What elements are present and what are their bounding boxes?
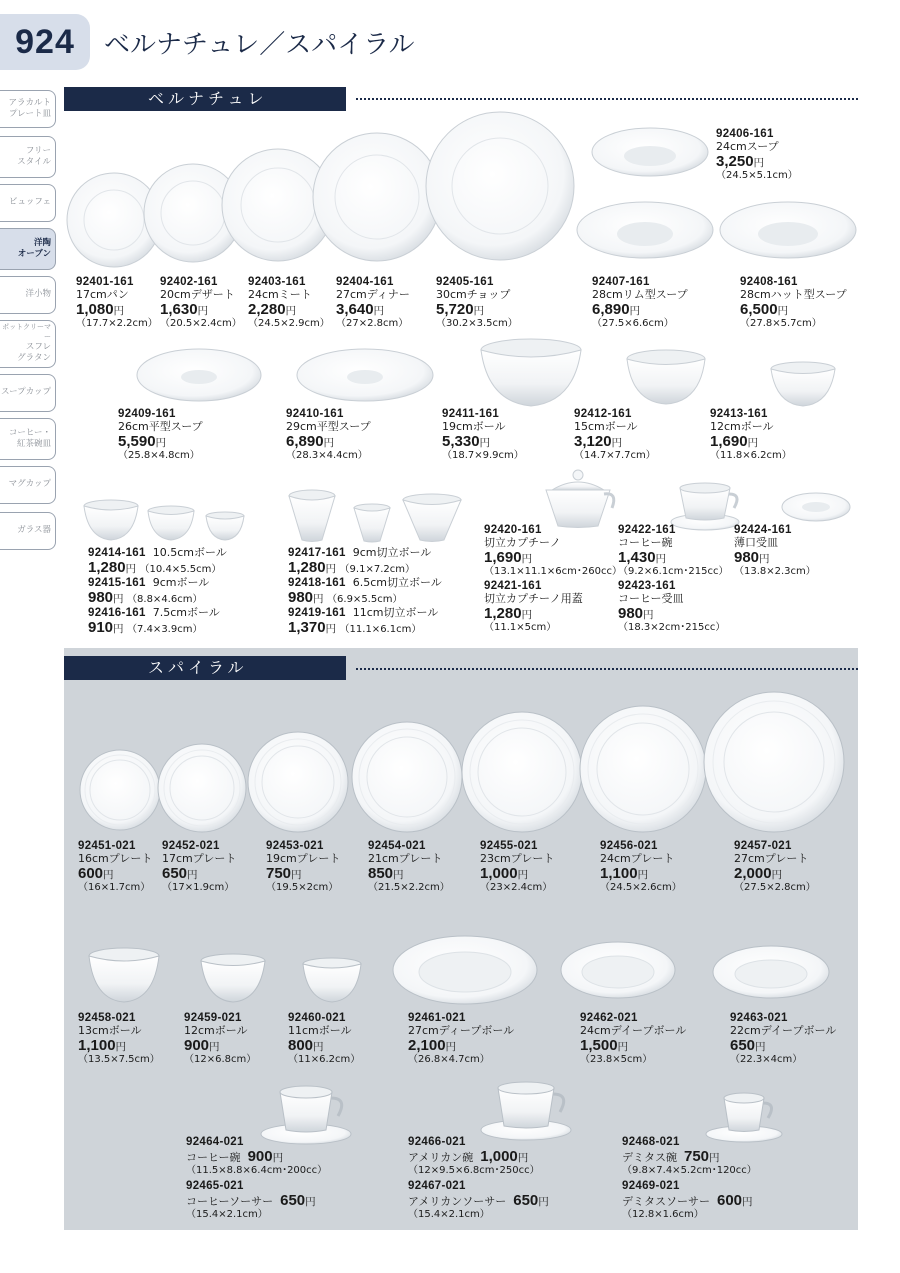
spiral-bowl-image xyxy=(198,952,268,1004)
product-92412: 92412-161 15cmボール 3,120円 （14.7×7.7cm） xyxy=(574,408,656,462)
deep-bowl-image xyxy=(558,938,678,1004)
product-92457: 92457-021 27cmプレート 2,000円 （27.5×2.8cm） xyxy=(734,840,816,894)
product-92407: 92407-161 28cmリム型スープ 6,890円 （27.5×6.6cm） xyxy=(592,276,688,330)
product-92454: 92454-021 21cmプレート 850円 （21.5×2.2cm） xyxy=(368,840,450,894)
product-92458: 92458-021 13cmボール 1,100円 （13.5×7.5cm） xyxy=(78,1012,160,1066)
product-92402: 92402-161 20cmデザート 1,630円 （20.5×2.4cm） xyxy=(160,276,242,330)
bowl-image xyxy=(82,498,140,542)
bowl-image xyxy=(624,348,708,408)
product-92424: 92424-161 薄口受皿 980円 （13.8×2.3cm） xyxy=(734,524,816,578)
product-92414: 92414-161 10.5cmボール 1,280円 （10.4×5.5cm） xyxy=(88,546,227,577)
flat-soup-image xyxy=(294,345,436,405)
product-92415: 92415-161 9cmボール 980円 （8.8×4.6cm） xyxy=(88,576,210,607)
product-92419: 92419-161 11cm切立ボール 1,370円 （11.1×6.1cm） xyxy=(288,606,439,637)
product-92404: 92404-161 27cmディナー 3,640円 （27×2.8cm） xyxy=(336,276,410,330)
spiral-bowl-image xyxy=(86,946,162,1004)
product-92416: 92416-161 7.5cmボール 910円 （7.4×3.9cm） xyxy=(88,606,220,637)
product-92401: 92401-161 17cmパン 1,080円 （17.7×2.2cm） xyxy=(76,276,158,330)
product-92451: 92451-021 16cmプレート 600円 （16×1.7cm） xyxy=(78,840,153,894)
bowl-image xyxy=(146,504,196,542)
spiral-plate-image xyxy=(156,742,248,834)
flat-soup-image xyxy=(134,345,264,405)
sidebar-tab-soup-cup[interactable]: スープカップ xyxy=(0,374,56,412)
product-92456: 92456-021 24cmプレート 1,100円 （24.5×2.6cm） xyxy=(600,840,682,894)
sidebar-tab-free-style[interactable]: フリー スタイル xyxy=(0,136,56,178)
product-92421: 92421-161 切立カプチーノ用蓋 1,280円 （11.1×5cm） xyxy=(484,580,583,634)
spiral-plate-image xyxy=(78,748,162,832)
sidebar-tab-mug[interactable]: マグカップ xyxy=(0,466,56,504)
sidebar-tab-a-la-carte[interactable]: アラカルト プレート皿 xyxy=(0,90,56,128)
spiral-bowl-image xyxy=(300,956,364,1004)
product-92418: 92418-161 6.5cm切立ボール 980円 （6.9×5.5cm） xyxy=(288,576,442,607)
sidebar-tab-coffee-tea[interactable]: コーヒー・ 紅茶碗皿 xyxy=(0,418,56,460)
soup-plate-image xyxy=(588,126,712,182)
spiral-plate-image xyxy=(578,704,708,834)
deep-bowl-image xyxy=(390,932,540,1010)
product-92468: 92468-021 デミタス碗 750円 （9.8×7.4×5.2cm･120cc） xyxy=(622,1136,757,1176)
product-92455: 92455-021 23cmプレート 1,000円 （23×2.4cm） xyxy=(480,840,555,894)
spiral-plate-image xyxy=(246,730,350,834)
product-92410: 92410-161 29cm平型スープ 6,890円 （28.3×4.4cm） xyxy=(286,408,371,462)
cappuccino-with-lid-image xyxy=(538,468,618,530)
product-92466: 92466-021 アメリカン碗 1,000円 （12×9.5×6.8cm･250cc） xyxy=(408,1136,540,1176)
product-92463: 92463-021 22cmデイープボール 650円 （22.3×4cm） xyxy=(730,1012,837,1066)
bowl-image xyxy=(768,360,838,408)
conical-bowl-image xyxy=(400,492,464,544)
product-92469: 92469-021 デミタスソーサー 600円 （12.8×1.6cm） xyxy=(622,1180,753,1220)
deep-bowl-image xyxy=(710,942,832,1004)
product-92409: 92409-161 26cm平型スープ 5,590円 （25.8×4.8cm） xyxy=(118,408,203,462)
conical-bowl-image xyxy=(352,502,392,544)
sidebar-tab-buffet[interactable]: ビュッフェ xyxy=(0,184,56,222)
product-92411: 92411-161 19cmボール 5,330円 （18.7×9.9cm） xyxy=(442,408,524,462)
page-number: 924 xyxy=(0,14,90,70)
bowl-image xyxy=(204,510,246,542)
product-92467: 92467-021 アメリカンソーサー 650円 （15.4×2.1cm） xyxy=(408,1180,549,1220)
section-header-spiral: スパイラル xyxy=(64,656,346,680)
product-92420: 92420-161 切立カプチーノ 1,690円 （13.1×11.1×6cm･260cc） xyxy=(484,524,622,578)
spiral-plate-image xyxy=(350,720,464,834)
conical-bowl-image xyxy=(286,488,338,544)
product-92464: 92464-021 コーヒー碗 900円 （11.5×8.8×6.4cm･200cc） xyxy=(186,1136,328,1176)
product-92461: 92461-021 27cmディープボール 2,100円 （26.8×4.7cm） xyxy=(408,1012,515,1066)
soup-plate-image xyxy=(716,200,860,264)
bowl-image xyxy=(478,336,584,410)
spiral-cup-saucer-image xyxy=(478,1080,576,1142)
section-divider xyxy=(356,668,858,670)
product-92452: 92452-021 17cmプレート 650円 （17×1.9cm） xyxy=(162,840,237,894)
product-92462: 92462-021 24cmデイープボール 1,500円 （23.8×5cm） xyxy=(580,1012,687,1066)
product-92405: 92405-161 30cmチョップ 5,720円 （30.2×3.5cm） xyxy=(436,276,518,330)
product-92403: 92403-161 24cmミート 2,280円 （24.5×2.9cm） xyxy=(248,276,330,330)
product-92408: 92408-161 28cmハット型スープ 6,500円 （27.8×5.7cm） xyxy=(740,276,847,330)
product-92413: 92413-161 12cmボール 1,690円 （11.8×6.2cm） xyxy=(710,408,792,462)
product-92422: 92422-161 コーヒー碗 1,430円 （9.2×6.1cm･215cc） xyxy=(618,524,729,578)
product-92406: 92406-161 24cmスープ 3,250円 （24.5×5.1cm） xyxy=(716,128,798,182)
product-92417: 92417-161 9cm切立ボール 1,280円 （9.1×7.2cm） xyxy=(288,546,432,577)
product-92460: 92460-021 11cmボール 800円 （11×6.2cm） xyxy=(288,1012,361,1066)
soup-plate-image xyxy=(574,200,716,264)
section-header-bernature: ベルナチュレ xyxy=(64,87,346,111)
sidebar-tab-western-small[interactable]: 洋小物 xyxy=(0,276,56,314)
spiral-plate-image xyxy=(460,710,584,834)
product-92423: 92423-161 コーヒー受皿 980円 （18.3×2cm･215cc） xyxy=(618,580,726,634)
product-92465: 92465-021 コーヒーソーサー 650円 （15.4×2.1cm） xyxy=(186,1180,316,1220)
sidebar-tab-souffle[interactable]: ポットクリーマー スフレ グラタン xyxy=(0,320,56,368)
sidebar-tab-western-oven[interactable]: 洋陶 オーブン xyxy=(0,228,56,270)
page-title: ベルナチュレ／スパイラル xyxy=(104,30,415,60)
plate-image xyxy=(424,100,576,272)
sidebar-tab-glass[interactable]: ガラス器 xyxy=(0,512,56,550)
saucer-image xyxy=(780,490,852,526)
spiral-plate-image xyxy=(702,690,846,834)
product-92459: 92459-021 12cmボール 900円 （12×6.8cm） xyxy=(184,1012,257,1066)
product-92453: 92453-021 19cmプレート 750円 （19.5×2cm） xyxy=(266,840,341,894)
